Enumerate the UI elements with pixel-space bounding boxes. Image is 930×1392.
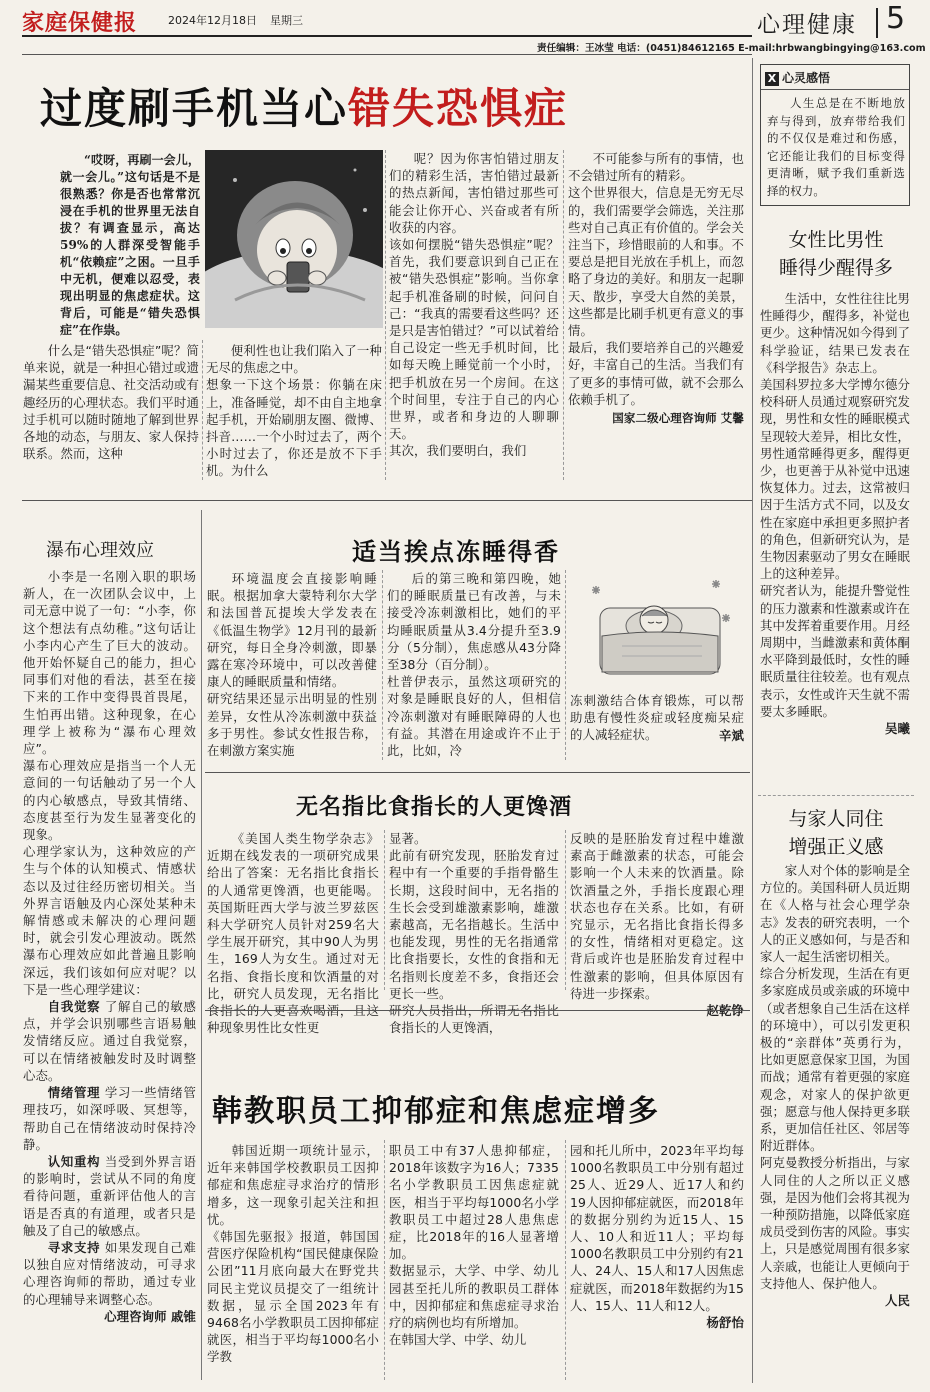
family-text: 家人对个体的影响是全方位的。美国科研人员近期在《人格与社会心理学杂志》发表的研究表明，一个人的正义感如何，与是否和家人一起生活密切相关。 综合分析发现，生活在有更多家庭成员或亲戚的环境中（或者想象自己生活在这样的环境中），可以引发更积极的“亲群体”英勇行为，比如更愿意保家卫国，为国而战；通常有着更强的家庭观念，对家人的保护欲更强；愿意与他人保持更多联系，更加信任社区、邻居等附近群体。 阿克曼教授分析指出，与家人同住的人之所以正义感强，是因为他们会将其视为一种预防措施，以降低家庭成员受到伤害的风险。事实上，只是感觉周围有很多家人亲戚，也能让人更倾向于支持他人、保护他人。 — [760, 863, 910, 1291]
sidebar-label-rule — [761, 89, 909, 90]
sleep-women-text: 生活中，女性往往比男性睡得少，醒得多，补觉也更少。这种情况如今得到了科学验证，结果已发表在《科学报告》杂志上。 美国科罗拉多大学博尔德分校科研人员通过观察研究发现，男性和女性的睡眠模式呈现较大差异，相比女性，男性通常睡得更多，醒得更少，也更善于从补觉中迅速恢复体力。过去，这常被归因于生活方式不同，以及女性在家庭中承担更多照护者的角色，但新研究认为，是生物因素驱动了男女在睡眠上的这种差异。 研究者认为，能提升警觉性的压力激素和性激素或许在其中发挥着重要作用。月经周期中，当雌激素和黄体酮水平降到最低时，女性的睡眠质量往往较差。也有观点表示，女性或许天生就不需要太多睡眠。 — [760, 291, 910, 719]
finger-col3-text: 反映的是胚胎发育过程中雄激素高于雌激素的状态，可能会影响一个人未来的饮酒量。除饮酒量之外，手指长度跟心理状态也存在关系。比如，有研究显示，无名指比食指长得多的女性，情绪相对更稳定。这背后或许也是胚胎发育过程中性激素的影响，但具体原因有待进一步探索。 — [570, 831, 744, 1001]
finger-col2 — [389, 830, 559, 1036]
sidebar-quote-box — [760, 64, 910, 206]
waterfall-tip3 — [23, 1153, 196, 1239]
sidebar-section-rule — [758, 795, 914, 796]
korea-col3-text: 园和托儿所中，2023年平均每1000名教职员工中分别有超过25人、近29人、近17人和约19人因抑郁症就医，而2018年的数据分别约为近15人、15人、10人和近11人；平均每1000名教职员工中分别约有21人、24人、15人和17人因焦虑症就医，而2018年数据约为15人、15人、11人和12人。 — [570, 1143, 744, 1313]
editor-rule — [22, 54, 752, 55]
family-title-line1: 与家人同住 — [788, 808, 884, 830]
finger-col-rule-1 — [384, 830, 385, 990]
lead-col1-text: 什么是“错失恐惧症”呢？简单来说，就是一种担心错过或遗漏某些重要信息、社交活动或有趣经历的心理状态。我们平时通过手机可以随时随地了解到世界各地的动态，与朋友、家人保持联系。然而，这种 — [23, 343, 199, 462]
lead-col2 — [206, 342, 382, 480]
lead-col1 — [23, 342, 199, 462]
lead-col3 — [389, 150, 559, 460]
waterfall-tip2 — [23, 1084, 196, 1153]
tip1-text: 了解自己的敏感点，并学会识别哪些言语易触发情绪反应。通过自我觉察，可以在情绪被触发时及时调整心态。 — [23, 999, 196, 1083]
finger-col1-text: 《美国人类生物学杂志》近期在线发表的一项研究成果给出了答案：无名指比食指长的人通常更馋酒，也更能喝。英国斯旺西大学与波兰罗兹医科大学研究人员针对259名大学生展开研究，其中90人为男生，169人为女生。通过对无名指、食指长度和饮酒量的对比，研究人员发现，无名指比食指长的人更喜欢喝酒，且这种现象男性比女性更 — [207, 831, 379, 1036]
waterfall-intro: 小李是一名刚入职的职场新人，在一次团队会议中，上司无意中说了一句：“小李，你这个想法有点幼稚。”这句话让小李内心产生了巨大的波动。他开始怀疑自己的能力，担心同事们对他的看法，甚至在接下来的工作中变得畏首畏尾，生怕再出错。这种现象，在心理学上被称为“瀑布心理效应”。 瀑布心理效应是指当一个人无意间的一句话触动了另一个人的内心敏感点，导致其情绪、态度甚至行为发生显著变化的现象。 心理学家认为，这种效应的产生与个体的认知模式、情感状态以及过往经历密切相关。当外界言语触及内心深处某种未解情感或未解决的心理问题时，就会引发心理波动。既然瀑布心理效应如此普遍且影响深远，我们该如何应对呢？以下是一些心理学建议： — [23, 569, 196, 997]
lead-intro-text: “哎呀，再刷一会儿，就一会儿。”这句话是不是很熟悉？你是否也常常沉浸在手机的世界里无法自拔？有调查显示，高达59%的人群深受智能手机“依赖症”之困。一旦手中无机，便难以忍受，表现出明显的焦虑症状。这背后，可能是“错失恐惧症”在作祟。 — [60, 153, 200, 337]
lead-col4 — [568, 150, 744, 427]
tip2-keyword: 情绪管理 — [47, 1085, 101, 1101]
lead-col3-text: 呢？因为你害怕错过朋友们的精彩生活，害怕错过最新的热点新闻，害怕错过那些可能会让你开心、兴奋或者有所收获的内容。 该如何摆脱“错失恐惧症”呢？首先，我们要意识到自己正在被“错失恐惧症”影响。当你拿起手机准备刷的时候，问问自己：“我真的需要看这些吗？还是只是害怕错过？”可以试着给自己设定一些无手机时间，比如每天晚上睡觉前一个小时，把手机放在另一个房间。在这个时间里，专注于自己的内心世界，或者和身边的人聊聊天。 其次，我们要明白，我们 — [389, 151, 559, 459]
sidebar-quote-text: 人生总是在不断地放弃与得到，放弃带给我们的不仅仅是难过和伤感，它还能让我们的目标变得更清晰，赋予我们重新选择的权力。 — [767, 96, 905, 198]
sidebar-divider — [752, 58, 753, 1383]
cold-sleep-col3-text: 冻刺激结合体育锻炼，可以帮助患有慢性炎症或轻度痴呆症的人减轻症状。 — [570, 693, 744, 743]
cold-sleep-col2 — [387, 570, 561, 759]
finger-col-rule-2 — [565, 830, 566, 990]
woman-phone-illustration — [205, 150, 383, 328]
korea-byline: 杨舒怡 — [706, 1315, 744, 1331]
cold-col-rule-1 — [382, 570, 383, 760]
sleep-women-title-line1: 女性比男性 — [788, 229, 884, 251]
sidebar-label — [765, 69, 830, 86]
korea-col2 — [389, 1142, 559, 1348]
family-byline: 人民 — [885, 1293, 910, 1309]
korea-col1 — [207, 1142, 379, 1366]
sleep-women-byline: 吴曦 — [885, 721, 910, 737]
cold-sleep-col3 — [570, 692, 744, 744]
waterfall-byline: 心理咨询师 戚锥 — [104, 1308, 196, 1324]
lead-intro — [60, 152, 200, 339]
waterfall-title: 瀑布心理效应 — [46, 540, 154, 561]
sidebar-label-text: 心灵感悟 — [782, 71, 831, 85]
x-mark-icon: X — [765, 72, 779, 86]
lead-headline — [40, 76, 568, 136]
section-name: 心理健康 — [757, 12, 857, 38]
sleep-women-body — [760, 290, 910, 737]
lead-col-rule-2 — [385, 150, 386, 480]
lead-col4-text: 不可能参与所有的事情，也不会错过所有的精彩。 这个世界很大，信息是无穷无尽的，我们需要学会筛选，关注那些对自己真正有价值的。学会关注当下，珍惜眼前的人和事。不要总是把目光放在手机上，而忽略了身边的美好。和朋友一起聊天、散步，享受大自然的美景，这些都是比刷手机更有意义的事情。 最后，我们要培养自己的兴趣爱好，丰富自己的生活。当我们有了更多的事情可做，就不会那么依赖手机了。 — [568, 151, 744, 407]
finger-byline: 赵乾铮 — [706, 1003, 744, 1019]
cold-sleep-col2-text: 后的第三晚和第四晚，她们的睡眠质量已有改善，与未接受冷冻刺激相比，她们的平均睡眠质量从3.4分提升至3.9分（5分制），焦虑感从43分降至38分（百分制）。 杜普伊表示，虽然这项研究的对象是睡眠良好的人，但相信冷冻刺激对有睡眠障碍的人也有益。其潜在用途或许不止于此，比如，冷 — [387, 571, 561, 759]
editor-line: 责任编辑：王冰莹 电话：(0451)84612165 E-mail:hrbwangbingying@163.com — [537, 43, 926, 54]
lead-byline: 国家二级心理咨询师 艾馨 — [612, 411, 744, 426]
korea-col3 — [570, 1142, 744, 1331]
tip3-keyword: 认知重构 — [47, 1153, 101, 1169]
paper-name: 家庭保健报 — [22, 10, 138, 36]
family-title — [760, 805, 912, 861]
tip4-keyword: 寻求支持 — [47, 1239, 101, 1255]
finger-col3 — [570, 830, 744, 1019]
cold-sleep-title: 适当挨点冻睡得香 — [352, 537, 560, 566]
sleep-women-title-line2: 睡得少醒得多 — [778, 257, 893, 279]
masthead-rule — [22, 35, 752, 37]
cold-sleep-col1-text: 环境温度会直接影响睡眠。根据加拿大蒙特利尔大学和法国普瓦提埃大学发表在《低温生物学》12月刊的最新研究，每日全身冷刺激，即暴露在寒冷环境中，可以改善健康人的睡眠质量和情绪。 研究结果还显示出明显的性别差异，女性从冷冻刺激中获益多于男性。参试女性报告称，在刺激方案实施 — [207, 571, 377, 759]
korea-col2-text: 职员工中有37人患抑郁症，2018年该数字为16人；7335名小学教职员工因焦虑症就医，相当于平均每1000名小学教职员工中超过28人患焦虑症，比2018年的16人显著增加。 数据显示，大学、中学、幼儿园甚至托儿所的教职员工群体中，因抑郁症和焦虑症寻求治疗的病例也均有所增加。 在韩国大学、中学、幼儿 — [389, 1143, 559, 1348]
tip2-text: 学习一些情绪管理技巧，如深呼吸、冥想等，帮助自己在情绪波动时保持冷静。 — [23, 1085, 196, 1152]
family-title-line2: 增强正义感 — [788, 836, 884, 858]
cold-sleep-byline: 辛斌 — [719, 727, 744, 743]
tip3-text: 当受到外界言语的影响时，尝试从不同的角度看待问题，重新评估他人的言语是否真的有道理，或者只是触及了自己的敏感点。 — [23, 1153, 196, 1238]
korea-title: 韩教职员工抑郁症和焦虑症增多 — [212, 1094, 660, 1129]
korea-col1-text: 韩国近期一项统计显示，近年来韩国学校教职员工因抑郁症和焦虑症寻求治疗的情形增多，这一现象引起关注和担忧。 《韩国先驱报》报道，韩国国营医疗保险机构“国民健康保险公团”11月底向最大在野党共同民主党议员提交了一组统计数据，显示全国2023年有9468名小学教职员工因抑郁症就医，相当于平均每1000名小学教 — [207, 1143, 379, 1365]
finger-bottom-rule — [205, 1010, 750, 1011]
korea-col-rule-1 — [384, 1140, 385, 1380]
korea-col-rule-2 — [565, 1140, 566, 1380]
lead-headline-part1: 过度刷手机当心 — [40, 84, 349, 133]
finger-col1 — [207, 830, 379, 1036]
lead-headline-part2: 错失恐惧症 — [348, 84, 569, 133]
lead-bottom-rule — [22, 500, 752, 501]
waterfall-tip4 — [23, 1239, 196, 1308]
sleep-women-title — [760, 226, 912, 282]
waterfall-divider — [201, 510, 202, 1380]
masthead-divider — [876, 8, 878, 38]
family-body — [760, 862, 910, 1309]
lead-illustration — [205, 150, 383, 328]
page-number: 5 — [886, 1, 906, 36]
cold-bottom-rule — [205, 772, 750, 773]
sleeping-man-illustration — [572, 570, 742, 688]
tip1-keyword: 自我觉察 — [47, 999, 101, 1015]
lead-col2-text: 便利性也让我们陷入了一种无尽的焦虑之中。 想象一下这个场景：你躺在床上，准备睡觉，却不由自主地拿起手机，开始刷朋友圈、微博、抖音……一个小时过去了，两个小时过去了，你还是放不下手机。为什么 — [206, 343, 382, 479]
waterfall-body — [23, 568, 196, 1325]
cold-sleep-col1 — [207, 570, 377, 759]
finger-title: 无名指比食指长的人更馋酒 — [296, 794, 573, 820]
issue-weekday: 星期三 — [270, 14, 303, 27]
waterfall-tip1 — [23, 998, 196, 1084]
tip4-text: 如果发现自己难以独自应对情绪波动，可寻求心理咨询师的帮助，通过专业的心理辅导来调整心态。 — [23, 1239, 196, 1307]
sidebar-quote — [767, 95, 905, 200]
issue-date: 2024年12月18日 — [168, 14, 257, 27]
cold-col-rule-2 — [565, 570, 566, 760]
lead-col-rule-3 — [563, 150, 564, 480]
finger-col2-text: 显著。 此前有研究发现，胚胎发育过程中有一个重要的手指骨骼生长期，这段时间中，无名指的生长会受到雄激素影响，雄激素越高，无名指越长。生活中也能发现，男性的无名指通常比食指要长，女性的食指和无名指则长度差不多，食指还会更长一些。 研究人员指出，所谓无名指比食指长的人更馋酒， — [389, 831, 559, 1036]
cold-sleep-illustration — [572, 570, 742, 688]
lead-col-rule-1 — [202, 340, 203, 480]
